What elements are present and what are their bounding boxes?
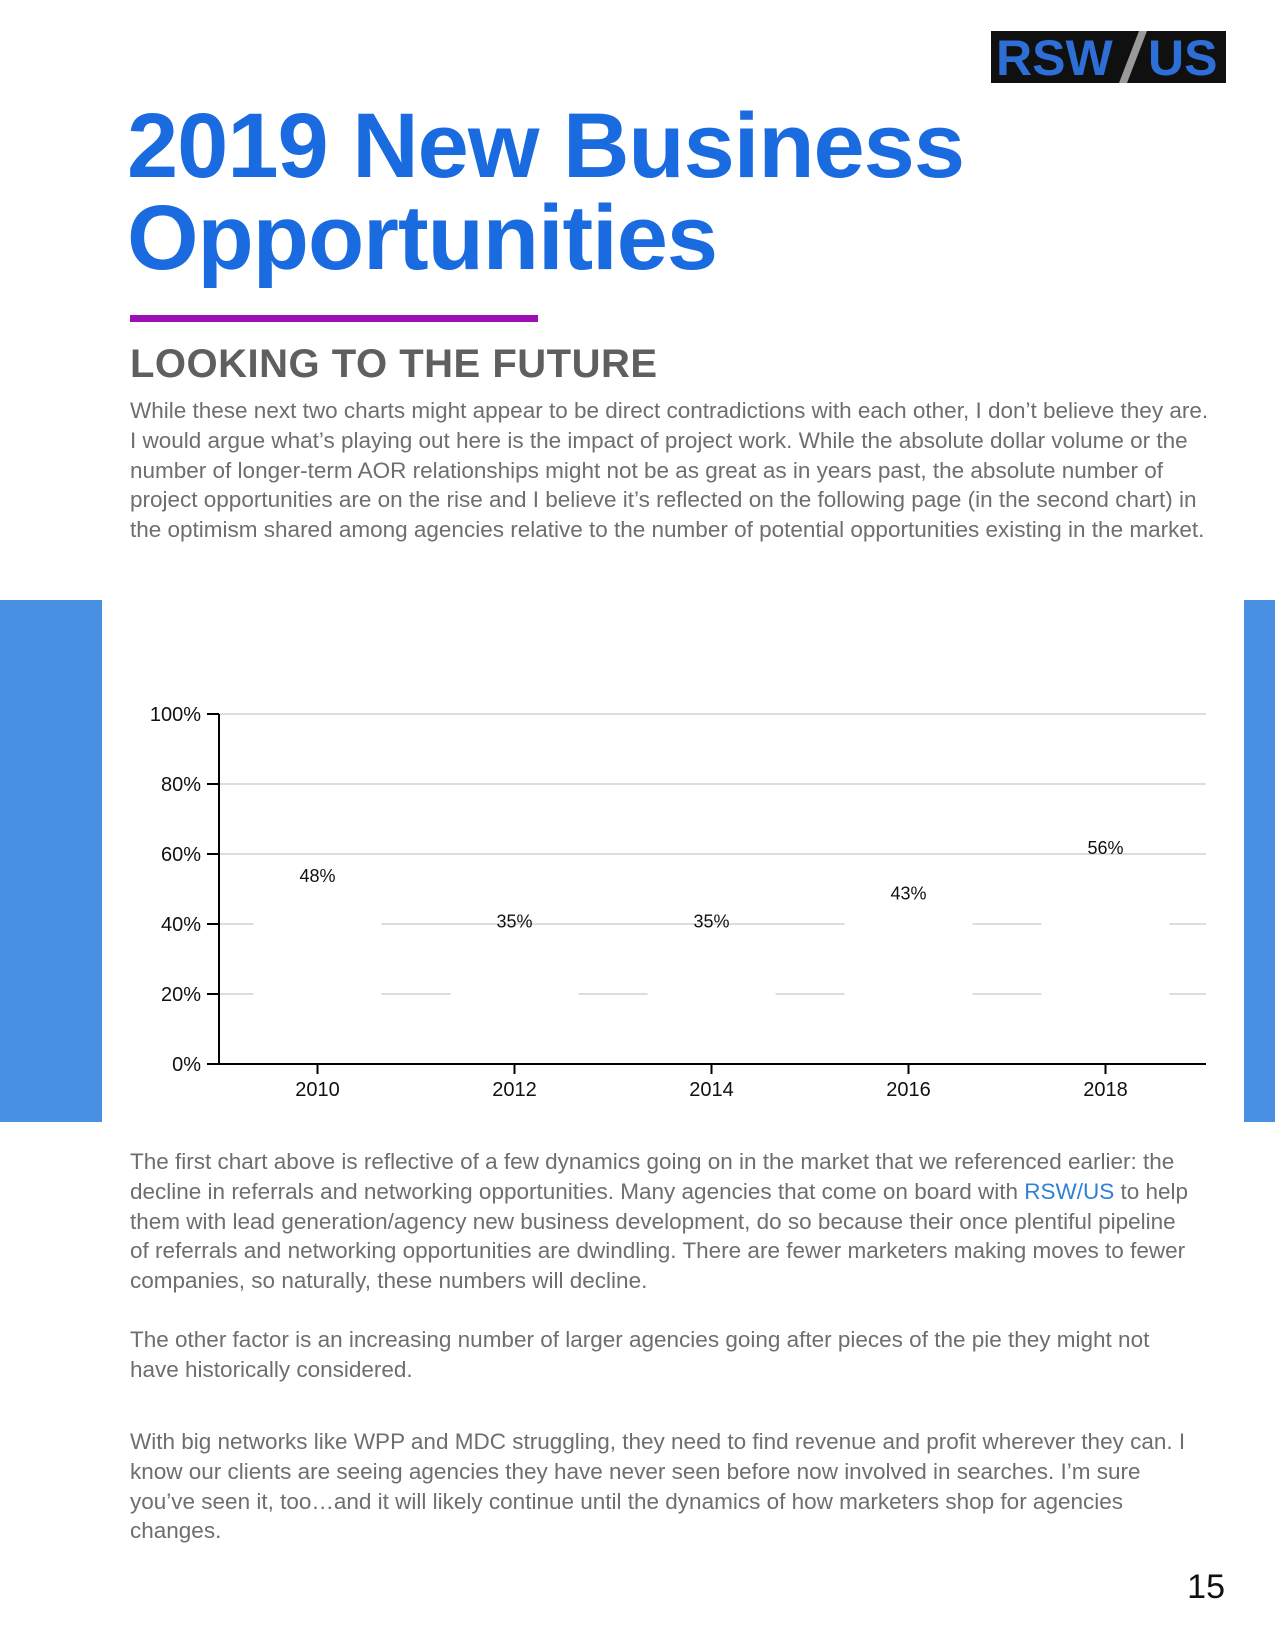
page-title-line-1: 2019 New Business: [127, 95, 965, 197]
y-tick-label: 60%: [160, 844, 201, 866]
accent-divider: [130, 315, 538, 322]
rsw-us-link[interactable]: RSW/US: [1024, 1178, 1115, 1204]
bar-value-label: 35%: [693, 911, 730, 932]
logo-slash-shape: [1119, 31, 1147, 83]
y-tick-label: 20%: [160, 984, 201, 1006]
intro-paragraph: While these next two charts might appear to be direct contradictions with each other, I don’t believe they are. I would argue what’s playing out here is the impact of project work. While the absolute dollar volume or the number of longer-term AOR relationships might not be as great as in years past, the absolute number of project opportunities are on the rise and I believe it’s reflected on the following page (in the second chart) in the optimism shared among agencies relative to the number of potential opportunities existing in the market.: [130, 398, 1209, 543]
x-tick-label: 2012: [492, 1079, 537, 1101]
page-title-line-2: Opportunities: [127, 187, 718, 289]
y-tick-label: 80%: [160, 774, 201, 796]
logo-left-text: RSW: [996, 31, 1113, 83]
bar-2012: [451, 942, 579, 1065]
x-tick-label: 2014: [689, 1079, 734, 1101]
bar-value-label: 48%: [299, 866, 336, 886]
bar-2010: [254, 896, 382, 1064]
page-number: 15: [1187, 1568, 1225, 1606]
body-paragraph-1-start: The first chart above is reflective of a few dynamics going on in the market that we referenced earlier: the decline in referrals and networking opportunities. Many agencies that come on board with: [130, 1149, 1175, 1204]
bar-2016: [845, 914, 973, 1065]
page-title: [127, 95, 1127, 289]
x-tick-label: 2010: [295, 1079, 340, 1101]
logo-right-text: US: [1148, 31, 1218, 83]
rsw-us-logo: [991, 31, 1226, 83]
bar-2014: [648, 942, 776, 1065]
section-heading: LOOKING TO THE FUTURE: [130, 342, 658, 386]
body-paragraph-3: With big networks like WPP and MDC struggling, they need to find revenue and profit wherever they can. I know our clients are seeing agencies they have never seen before now involved in searches. I’m sure you’ve seen it, too…and it will likely continue until the dynamics of how marketers shop for agencies changes.: [130, 1429, 1186, 1544]
bar-value-label: 56%: [1087, 838, 1124, 858]
bar-value-label: 43%: [890, 883, 927, 904]
bar-2018: [1042, 868, 1170, 1064]
body-paragraph-1: [130, 1147, 1190, 1296]
y-tick-label: 40%: [160, 914, 201, 936]
referrals-bar-chart: [102, 600, 1244, 1122]
x-tick-label: 2016: [886, 1079, 931, 1101]
left-accent-bar: [0, 600, 102, 1122]
y-tick-label: 100%: [149, 704, 201, 726]
y-tick-label: 0%: [172, 1054, 201, 1076]
body-paragraph-1-end: to help them with lead generation/agency new business development, do so because their once plentiful pipeline of referrals and networking opportunities are dwindling. There are fewer marketers making moves to fewer companies, so naturally, these numbers will decline.: [130, 1178, 1189, 1294]
x-tick-label: 2018: [1083, 1079, 1128, 1101]
bar-value-label: 35%: [496, 911, 533, 932]
right-accent-bar: [1244, 600, 1275, 1122]
body-paragraph-2: The other factor is an increasing number of larger agencies going after pieces of the pie they might not have historically considered.: [130, 1327, 1150, 1382]
